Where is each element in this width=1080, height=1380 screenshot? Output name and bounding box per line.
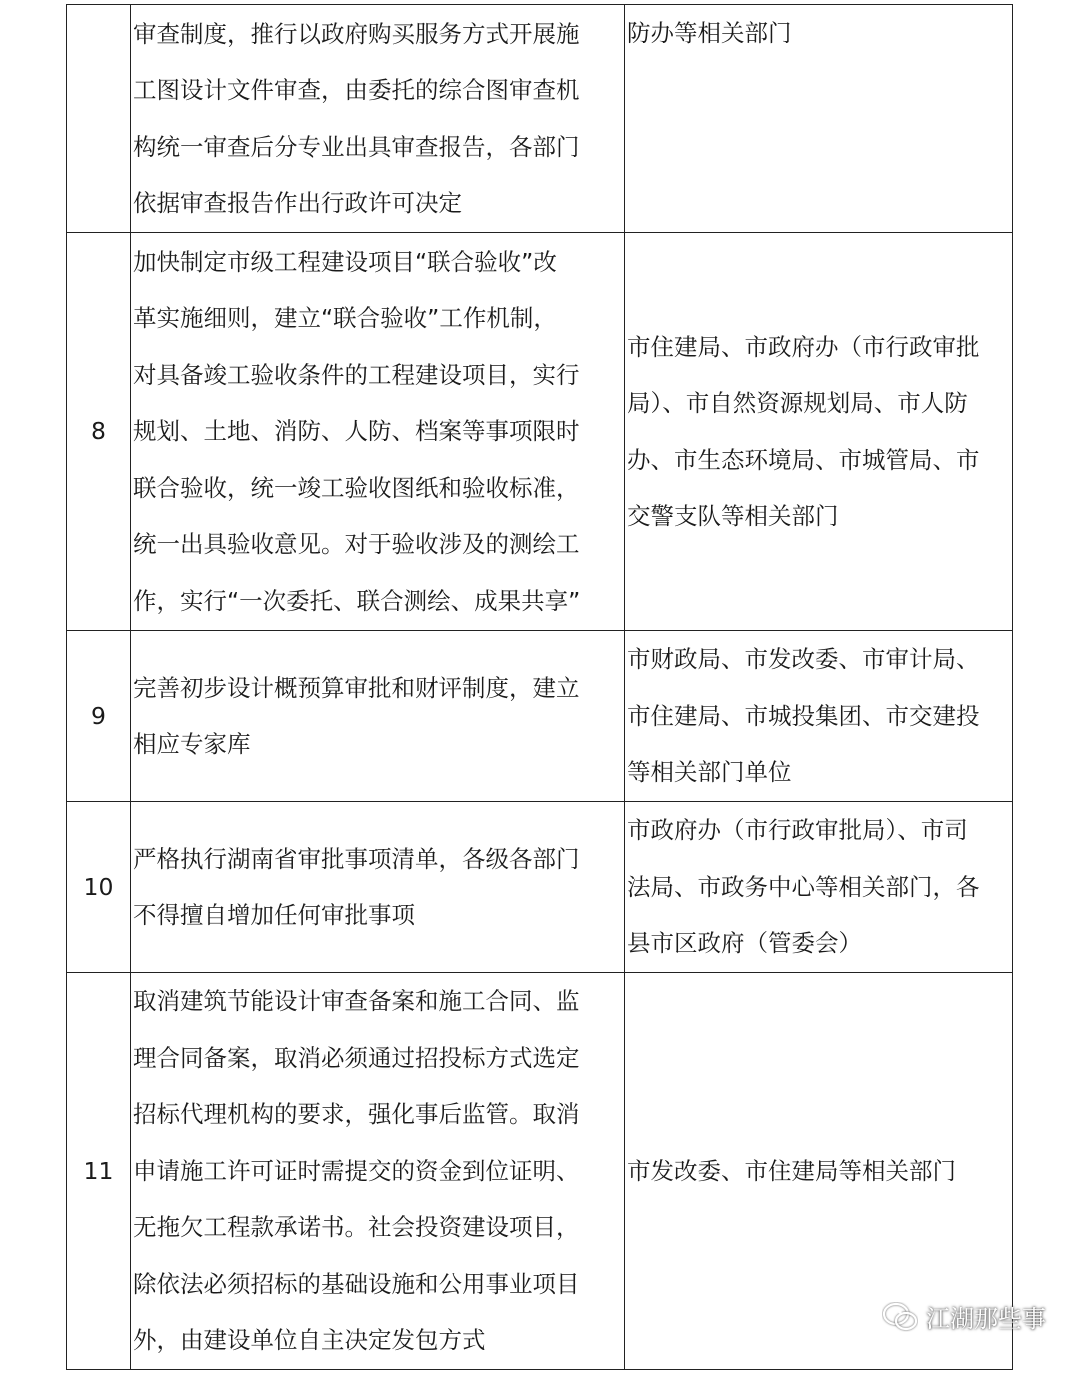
task-cell	[131, 233, 625, 631]
task-line: 完善初步设计概预算审批和财评制度，建立	[133, 673, 580, 702]
task-cell	[131, 973, 625, 1370]
task-line: 外，由建设单位自主决定发包方式	[133, 1326, 486, 1355]
row-number: 11	[67, 973, 131, 1370]
table-row	[67, 233, 1013, 631]
watermark	[882, 1299, 1046, 1334]
task-cell	[131, 631, 625, 802]
department-cell	[625, 5, 1013, 233]
row-number: 10	[67, 802, 131, 973]
department-line: 等相关部门单位	[627, 758, 792, 787]
task-line: 不得擅自增加任何审批事项	[133, 901, 415, 929]
task-line: 对具备竣工验收条件的工程建设项目，实行	[133, 360, 580, 389]
department-line: 市住建局、市政府办（市行政审批	[627, 332, 980, 361]
task-cell	[131, 5, 625, 233]
department-line: 市住建局、市城投集团、市交建投	[627, 701, 980, 730]
department-line: 交警支队等相关部门	[627, 502, 839, 530]
wechat-icon	[882, 1302, 918, 1332]
department-line: 县市区政府（管委会）	[627, 929, 862, 958]
department-cell	[625, 802, 1013, 973]
table-row	[67, 631, 1013, 802]
task-line: 理合同备案，取消必须通过招投标方式选定	[133, 1043, 580, 1072]
task-line: 申请施工许可证时需提交的资金到位证明、	[133, 1156, 580, 1185]
table-row	[67, 5, 1013, 233]
task-line: 统一出具验收意见。对于验收涉及的测绘工	[133, 530, 580, 559]
task-line: 规划、土地、消防、人防、档案等事项限时	[133, 417, 580, 446]
department-line: 防办等相关部门	[627, 19, 792, 47]
department-line: 办、市生态环境局、市城管局、市	[627, 445, 980, 474]
row-number	[67, 5, 131, 233]
task-line: 严格执行湖南省审批事项清单，各级各部门	[133, 844, 580, 873]
department-cell	[625, 233, 1013, 631]
task-line: 取消建筑节能设计审查备案和施工合同、监	[133, 987, 580, 1016]
task-line: 革实施细则，建立“联合验收”工作机制，	[133, 304, 557, 333]
department-cell	[625, 631, 1013, 802]
department-line: 市财政局、市发改委、市审计局、	[627, 645, 980, 674]
task-line: 审查制度，推行以政府购买服务方式开展施	[133, 19, 580, 48]
task-line: 依据审查报告作出行政许可决定	[133, 189, 462, 217]
task-cell	[131, 802, 625, 973]
department-line: 市发改委、市住建局等相关部门	[627, 1156, 956, 1185]
task-line: 加快制定市级工程建设项目“联合验收”改	[133, 247, 557, 276]
task-line: 构统一审查后分专业出具审查报告，各部门	[133, 132, 580, 161]
policy-table	[66, 4, 1013, 1370]
department-line: 市政府办（市行政审批局）、市司	[627, 816, 968, 845]
row-number: 9	[67, 631, 131, 802]
watermark-text: 江湖那些事	[926, 1305, 1046, 1333]
department-line: 局）、市自然资源规划局、市人防	[627, 389, 968, 417]
table-row	[67, 973, 1013, 1370]
task-line: 招标代理机构的要求，强化事后监管。取消	[133, 1100, 580, 1129]
task-line: 除依法必须招标的基础设施和公用事业项目	[133, 1269, 580, 1298]
row-number: 8	[67, 233, 131, 631]
department-line: 法局、市政务中心等相关部门，各	[627, 872, 980, 901]
task-line: 联合验收，统一竣工验收图纸和验收标准，	[133, 473, 580, 502]
task-line: 无拖欠工程款承诺书。社会投资建设项目，	[133, 1213, 580, 1242]
task-line: 相应专家库	[133, 730, 251, 758]
table-row	[67, 802, 1013, 973]
task-line: 作，实行“一次委托、联合测绘、成果共享”	[133, 586, 581, 615]
task-line: 工图设计文件审查，由委托的综合图审查机	[133, 76, 580, 104]
